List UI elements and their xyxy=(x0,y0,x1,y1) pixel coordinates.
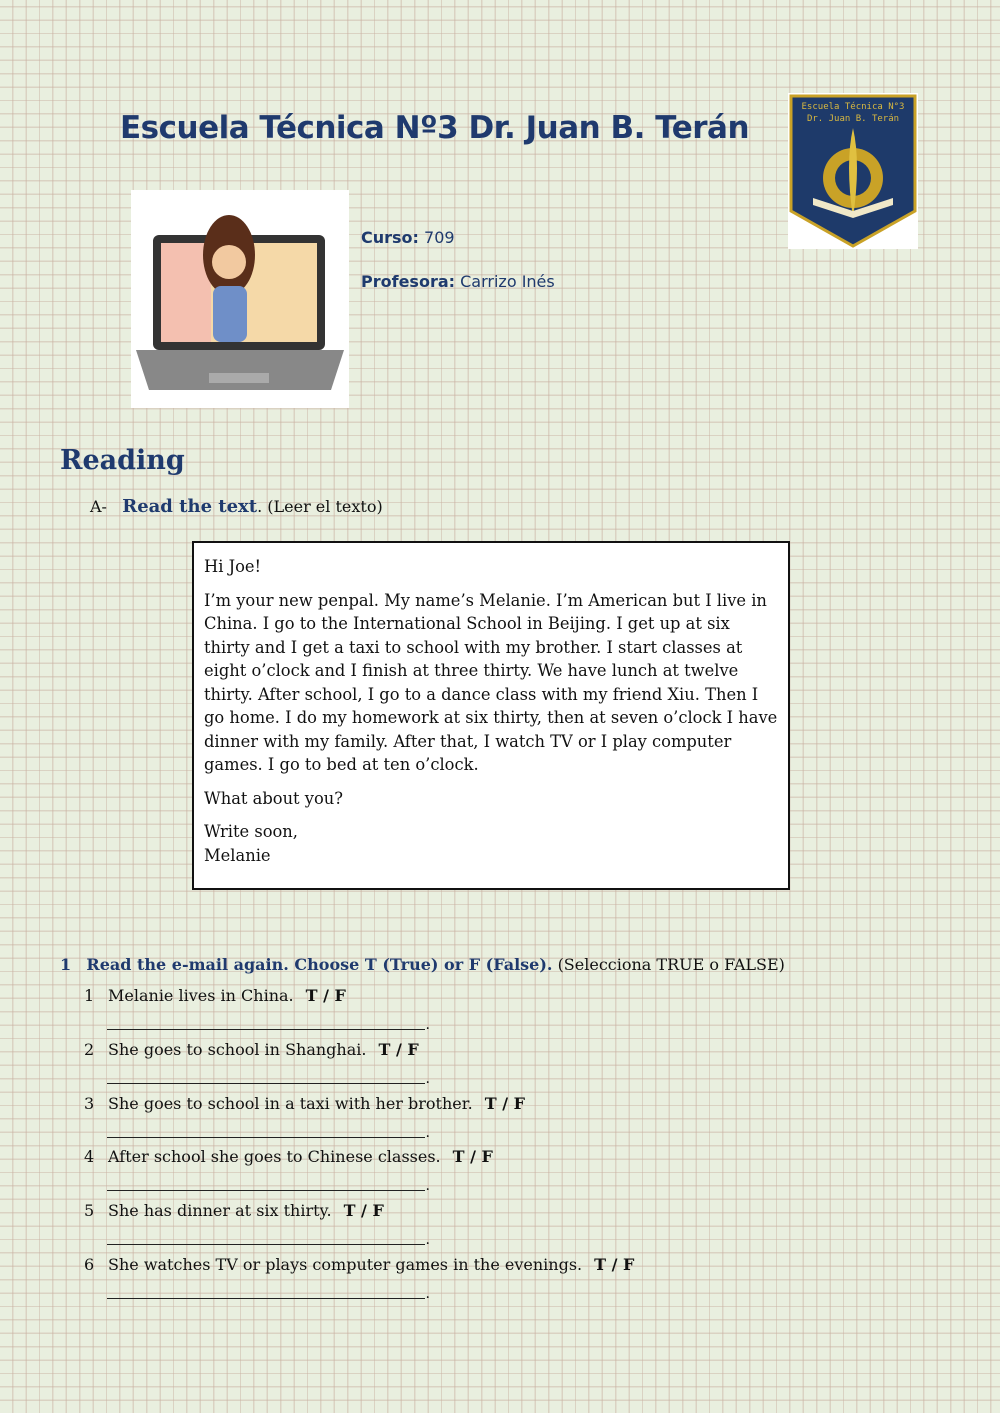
item-text: She watches TV or plays computer games in the evenings. xyxy=(108,1255,583,1274)
question-item xyxy=(84,1040,419,1059)
item-text: She goes to school in Shanghai. xyxy=(108,1039,367,1059)
question-item xyxy=(84,1094,525,1113)
item-text: She goes to school in a taxi with her brother. xyxy=(108,1093,473,1113)
true-false-choice[interactable]: T / F xyxy=(484,1093,525,1113)
exercise-instruction: 1 Read the e-mail again. Choose T (True) or F (False). (Selecciona TRUE o FALSE) xyxy=(60,955,785,974)
svg-text:Escuela Técnica N°3: Escuela Técnica N°3 xyxy=(801,102,905,112)
teacher-field: Profesora: Carrizo Inés xyxy=(361,272,555,291)
question-item xyxy=(84,1255,634,1274)
item-number: 4 xyxy=(84,1147,95,1167)
page-title: Escuela Técnica Nº3 Dr. Juan B. Terán xyxy=(120,110,750,146)
item-number: 5 xyxy=(84,1201,95,1221)
email-text-box: Hi Joe! I’m your new penpal. My name’s Melanie. I’m American but I live in China. I go to the International School in Beijing. I get up at six thirty and I get a taxi to school with my brother. I start classes at eight o’clock and I finish at three thirty. We have lunch at twelve thirty. After school, I go to a dance class with my friend Xiu. Then I go home. I do my homework at six thirty, then at seven o’clock I have dinner with my family. After that, I watch TV or I play computer games. I go to bed at ten o’clock. What about you? Write soon, Melanie xyxy=(192,541,790,890)
item-number: 1 xyxy=(84,986,95,1005)
item-text: She has dinner at six thirty. xyxy=(108,1201,332,1221)
item-text: Melanie lives in China. xyxy=(108,986,294,1005)
item-number: 3 xyxy=(84,1093,95,1113)
question-item xyxy=(84,1201,384,1220)
teacher-avatar-image xyxy=(131,190,349,408)
answer-line[interactable]: . xyxy=(107,1083,425,1084)
true-false-choice[interactable]: T / F xyxy=(378,1039,419,1059)
item-number: 2 xyxy=(84,1039,95,1059)
school-logo xyxy=(788,93,918,249)
true-false-choice[interactable]: T / F xyxy=(452,1147,493,1167)
answer-line[interactable]: . xyxy=(107,1137,425,1138)
answer-line[interactable]: . xyxy=(107,1029,425,1030)
question-item xyxy=(84,1147,493,1166)
item-text: After school she goes to Chinese classes. xyxy=(108,1147,441,1167)
answer-line[interactable]: . xyxy=(107,1298,425,1299)
true-false-choice[interactable]: T / F xyxy=(594,1255,635,1274)
answer-line[interactable]: . xyxy=(107,1190,425,1191)
instruction-a: A- Read the text. (Leer el texto) xyxy=(90,496,383,517)
answer-line[interactable]: . xyxy=(107,1244,425,1245)
section-title: Reading xyxy=(60,445,185,476)
course-field: Curso: 709 xyxy=(361,228,455,247)
question-item xyxy=(84,986,346,1005)
true-false-choice[interactable]: T / F xyxy=(343,1201,384,1221)
true-false-choice[interactable]: T / F xyxy=(305,986,346,1005)
item-number: 6 xyxy=(84,1255,95,1274)
svg-text:Dr. Juan B. Terán: Dr. Juan B. Terán xyxy=(806,114,900,124)
